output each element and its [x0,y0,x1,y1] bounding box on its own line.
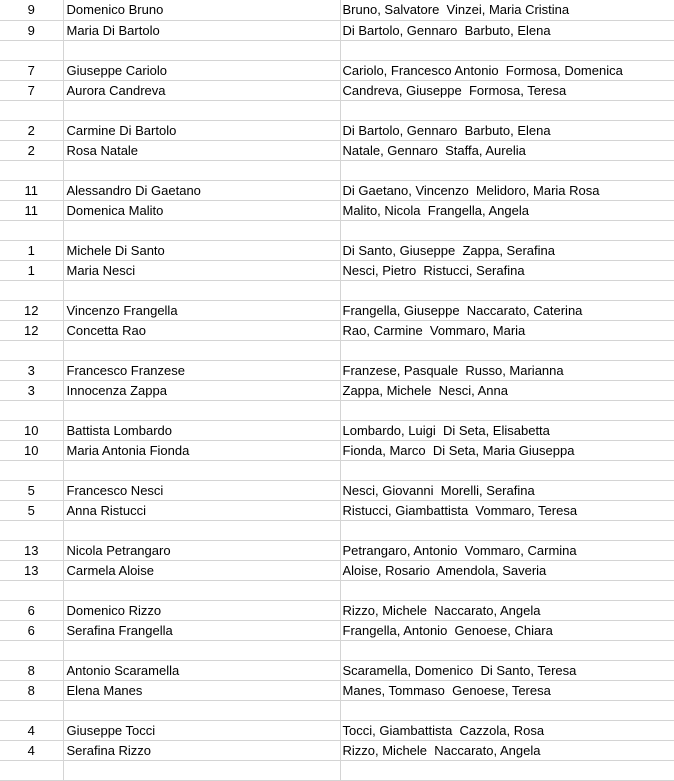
couple-number-cell[interactable]: 7 [0,81,63,101]
spouse-name-cell[interactable]: Domenico Bruno [63,0,340,21]
couple-number-cell[interactable] [0,401,63,421]
couple-number-cell[interactable] [0,161,63,181]
parents-cell[interactable] [340,401,674,421]
spouse-name-cell[interactable]: Innocenza Zappa [63,381,340,401]
parents-cell[interactable]: Ristucci, Giambattista Vommaro, Teresa [340,501,674,521]
couple-number-cell[interactable]: 2 [0,141,63,161]
table-row [0,741,674,761]
spouse-name-cell[interactable]: Vincenzo Frangella [63,301,340,321]
parents-cell[interactable] [340,341,674,361]
spouse-name-cell[interactable]: Giuseppe Tocci [63,721,340,741]
parents-cell[interactable]: Aloise, Rosario Amendola, Saveria [340,561,674,581]
table-row [0,261,674,281]
table-row [0,221,674,241]
spouse-name-cell[interactable]: Maria Nesci [63,261,340,281]
table-row [0,521,674,541]
parents-cell[interactable] [340,101,674,121]
couple-number-cell[interactable] [0,221,63,241]
table-row [0,621,674,641]
table-row [0,61,674,81]
parents-cell[interactable]: Zappa, Michele Nesci, Anna [340,381,674,401]
parents-cell[interactable]: Lombardo, Luigi Di Seta, Elisabetta [340,421,674,441]
spouse-name-cell[interactable] [63,581,340,601]
table-row [0,321,674,341]
couple-number-cell[interactable]: 1 [0,241,63,261]
parents-cell[interactable]: Rizzo, Michele Naccarato, Angela [340,601,674,621]
couple-number-cell[interactable]: 3 [0,381,63,401]
table-row [0,381,674,401]
couple-number-cell[interactable]: 12 [0,321,63,341]
table-row [0,681,674,701]
spouse-name-cell[interactable]: Carmine Di Bartolo [63,121,340,141]
table-row [0,101,674,121]
couple-number-cell[interactable] [0,701,63,721]
parents-cell[interactable]: Natale, Gennaro Staffa, Aurelia [340,141,674,161]
couple-number-cell[interactable]: 5 [0,481,63,501]
table-row [0,661,674,681]
spouse-name-cell[interactable] [63,701,340,721]
table-row [0,201,674,221]
parents-cell[interactable]: Rao, Carmine Vommaro, Maria [340,321,674,341]
spouse-name-cell[interactable] [63,281,340,301]
parents-cell[interactable] [340,581,674,601]
parents-cell[interactable] [340,701,674,721]
spouse-name-cell[interactable] [63,461,340,481]
table-row [0,401,674,421]
couple-number-cell[interactable] [0,761,63,781]
table-row [0,601,674,621]
couple-number-cell[interactable]: 11 [0,181,63,201]
spouse-name-cell[interactable]: Francesco Nesci [63,481,340,501]
spouse-name-cell[interactable] [63,221,340,241]
couple-number-cell[interactable]: 4 [0,721,63,741]
parents-cell[interactable]: Malito, Nicola Frangella, Angela [340,201,674,221]
couple-number-cell[interactable] [0,521,63,541]
table-row [0,341,674,361]
table-row [0,461,674,481]
spouse-name-cell[interactable]: Aurora Candreva [63,81,340,101]
couple-number-cell[interactable] [0,341,63,361]
parents-cell[interactable]: Bruno, Salvatore Vinzei, Maria Cristina [340,0,674,21]
parents-cell[interactable]: Frangella, Antonio Genoese, Chiara [340,621,674,641]
parents-cell[interactable]: Di Bartolo, Gennaro Barbuto, Elena [340,21,674,41]
parents-cell[interactable] [340,641,674,661]
table-row [0,501,674,521]
table-row [0,181,674,201]
spouse-name-cell[interactable]: Serafina Frangella [63,621,340,641]
couple-number-cell[interactable] [0,461,63,481]
parents-cell[interactable]: Scaramella, Domenico Di Santo, Teresa [340,661,674,681]
spouse-name-cell[interactable]: Michele Di Santo [63,241,340,261]
parents-cell[interactable] [340,281,674,301]
table-row [0,121,674,141]
table-row [0,0,674,21]
spouse-name-cell[interactable]: Antonio Scaramella [63,661,340,681]
couple-number-cell[interactable]: 9 [0,0,63,21]
couple-number-cell[interactable]: 6 [0,601,63,621]
couple-number-cell[interactable]: 9 [0,21,63,41]
table-row [0,161,674,181]
spouse-name-cell[interactable]: Domenico Rizzo [63,601,340,621]
couple-number-cell[interactable]: 4 [0,741,63,761]
spouse-name-cell[interactable]: Nicola Petrangaro [63,541,340,561]
couple-number-cell[interactable]: 8 [0,681,63,701]
table-row [0,561,674,581]
table-row [0,721,674,741]
parents-cell[interactable]: Rizzo, Michele Naccarato, Angela [340,741,674,761]
parents-cell[interactable]: Nesci, Giovanni Morelli, Serafina [340,481,674,501]
parents-cell[interactable]: Manes, Tommaso Genoese, Teresa [340,681,674,701]
table-row [0,481,674,501]
parents-cell[interactable]: Fionda, Marco Di Seta, Maria Giuseppa [340,441,674,461]
couple-number-cell[interactable]: 6 [0,621,63,641]
spouse-name-cell[interactable]: Alessandro Di Gaetano [63,181,340,201]
parents-cell[interactable]: Di Bartolo, Gennaro Barbuto, Elena [340,121,674,141]
parents-cell[interactable] [340,161,674,181]
table-row [0,641,674,661]
parents-cell[interactable] [340,461,674,481]
parents-cell[interactable] [340,761,674,781]
spouse-name-cell[interactable]: Maria Di Bartolo [63,21,340,41]
table-row [0,361,674,381]
spouse-name-cell[interactable] [63,101,340,121]
parents-cell[interactable]: Candreva, Giuseppe Formosa, Teresa [340,81,674,101]
table-row [0,541,674,561]
table-row [0,581,674,601]
table-row [0,41,674,61]
spouse-name-cell[interactable]: Elena Manes [63,681,340,701]
couple-number-cell[interactable]: 10 [0,421,63,441]
couple-number-cell[interactable] [0,641,63,661]
parents-cell[interactable]: Di Santo, Giuseppe Zappa, Serafina [340,241,674,261]
couple-number-cell[interactable]: 1 [0,261,63,281]
couple-number-cell[interactable] [0,281,63,301]
table-row [0,141,674,161]
table-row [0,21,674,41]
parents-cell[interactable] [340,521,674,541]
couple-number-cell[interactable] [0,101,63,121]
table-row [0,701,674,721]
spouse-name-cell[interactable] [63,161,340,181]
couple-number-cell[interactable]: 10 [0,441,63,461]
spouse-name-cell[interactable]: Maria Antonia Fionda [63,441,340,461]
table-row [0,81,674,101]
spouse-name-cell[interactable]: Concetta Rao [63,321,340,341]
spouse-name-cell[interactable]: Francesco Franzese [63,361,340,381]
parents-cell[interactable]: Franzese, Pasquale Russo, Marianna [340,361,674,381]
parents-cell[interactable]: Di Gaetano, Vincenzo Melidoro, Maria Rosa [340,181,674,201]
couple-number-cell[interactable]: 11 [0,201,63,221]
parents-cell[interactable]: Tocci, Giambattista Cazzola, Rosa [340,721,674,741]
parents-cell[interactable] [340,221,674,241]
table-row [0,241,674,261]
couple-number-cell[interactable]: 12 [0,301,63,321]
spouse-name-cell[interactable] [63,41,340,61]
spouse-name-cell[interactable]: Giuseppe Cariolo [63,61,340,81]
table-row [0,441,674,461]
parents-cell[interactable]: Petrangaro, Antonio Vommaro, Carmina [340,541,674,561]
spouse-name-cell[interactable]: Carmela Aloise [63,561,340,581]
spouse-name-cell[interactable] [63,401,340,421]
couple-number-cell[interactable]: 3 [0,361,63,381]
table-row [0,421,674,441]
parents-cell[interactable]: Cariolo, Francesco Antonio Formosa, Domenica [340,61,674,81]
table-row [0,281,674,301]
spouse-name-cell[interactable]: Anna Ristucci [63,501,340,521]
spouse-name-cell[interactable] [63,341,340,361]
spouse-name-cell[interactable]: Serafina Rizzo [63,741,340,761]
spouse-name-cell[interactable] [63,521,340,541]
table-row [0,761,674,781]
parents-cell[interactable]: Frangella, Giuseppe Naccarato, Caterina [340,301,674,321]
couple-number-cell[interactable] [0,581,63,601]
parents-cell[interactable]: Nesci, Pietro Ristucci, Serafina [340,261,674,281]
couple-number-cell[interactable]: 13 [0,561,63,581]
spouse-name-cell[interactable] [63,761,340,781]
couple-number-cell[interactable]: 8 [0,661,63,681]
spouse-name-cell[interactable] [63,641,340,661]
couple-number-cell[interactable]: 5 [0,501,63,521]
table-row [0,301,674,321]
spouse-name-cell[interactable]: Battista Lombardo [63,421,340,441]
parents-cell[interactable] [340,41,674,61]
couple-number-cell[interactable]: 2 [0,121,63,141]
couple-number-cell[interactable]: 13 [0,541,63,561]
couple-number-cell[interactable]: 7 [0,61,63,81]
spouse-name-cell[interactable]: Domenica Malito [63,201,340,221]
couple-number-cell[interactable] [0,41,63,61]
spouse-name-cell[interactable]: Rosa Natale [63,141,340,161]
